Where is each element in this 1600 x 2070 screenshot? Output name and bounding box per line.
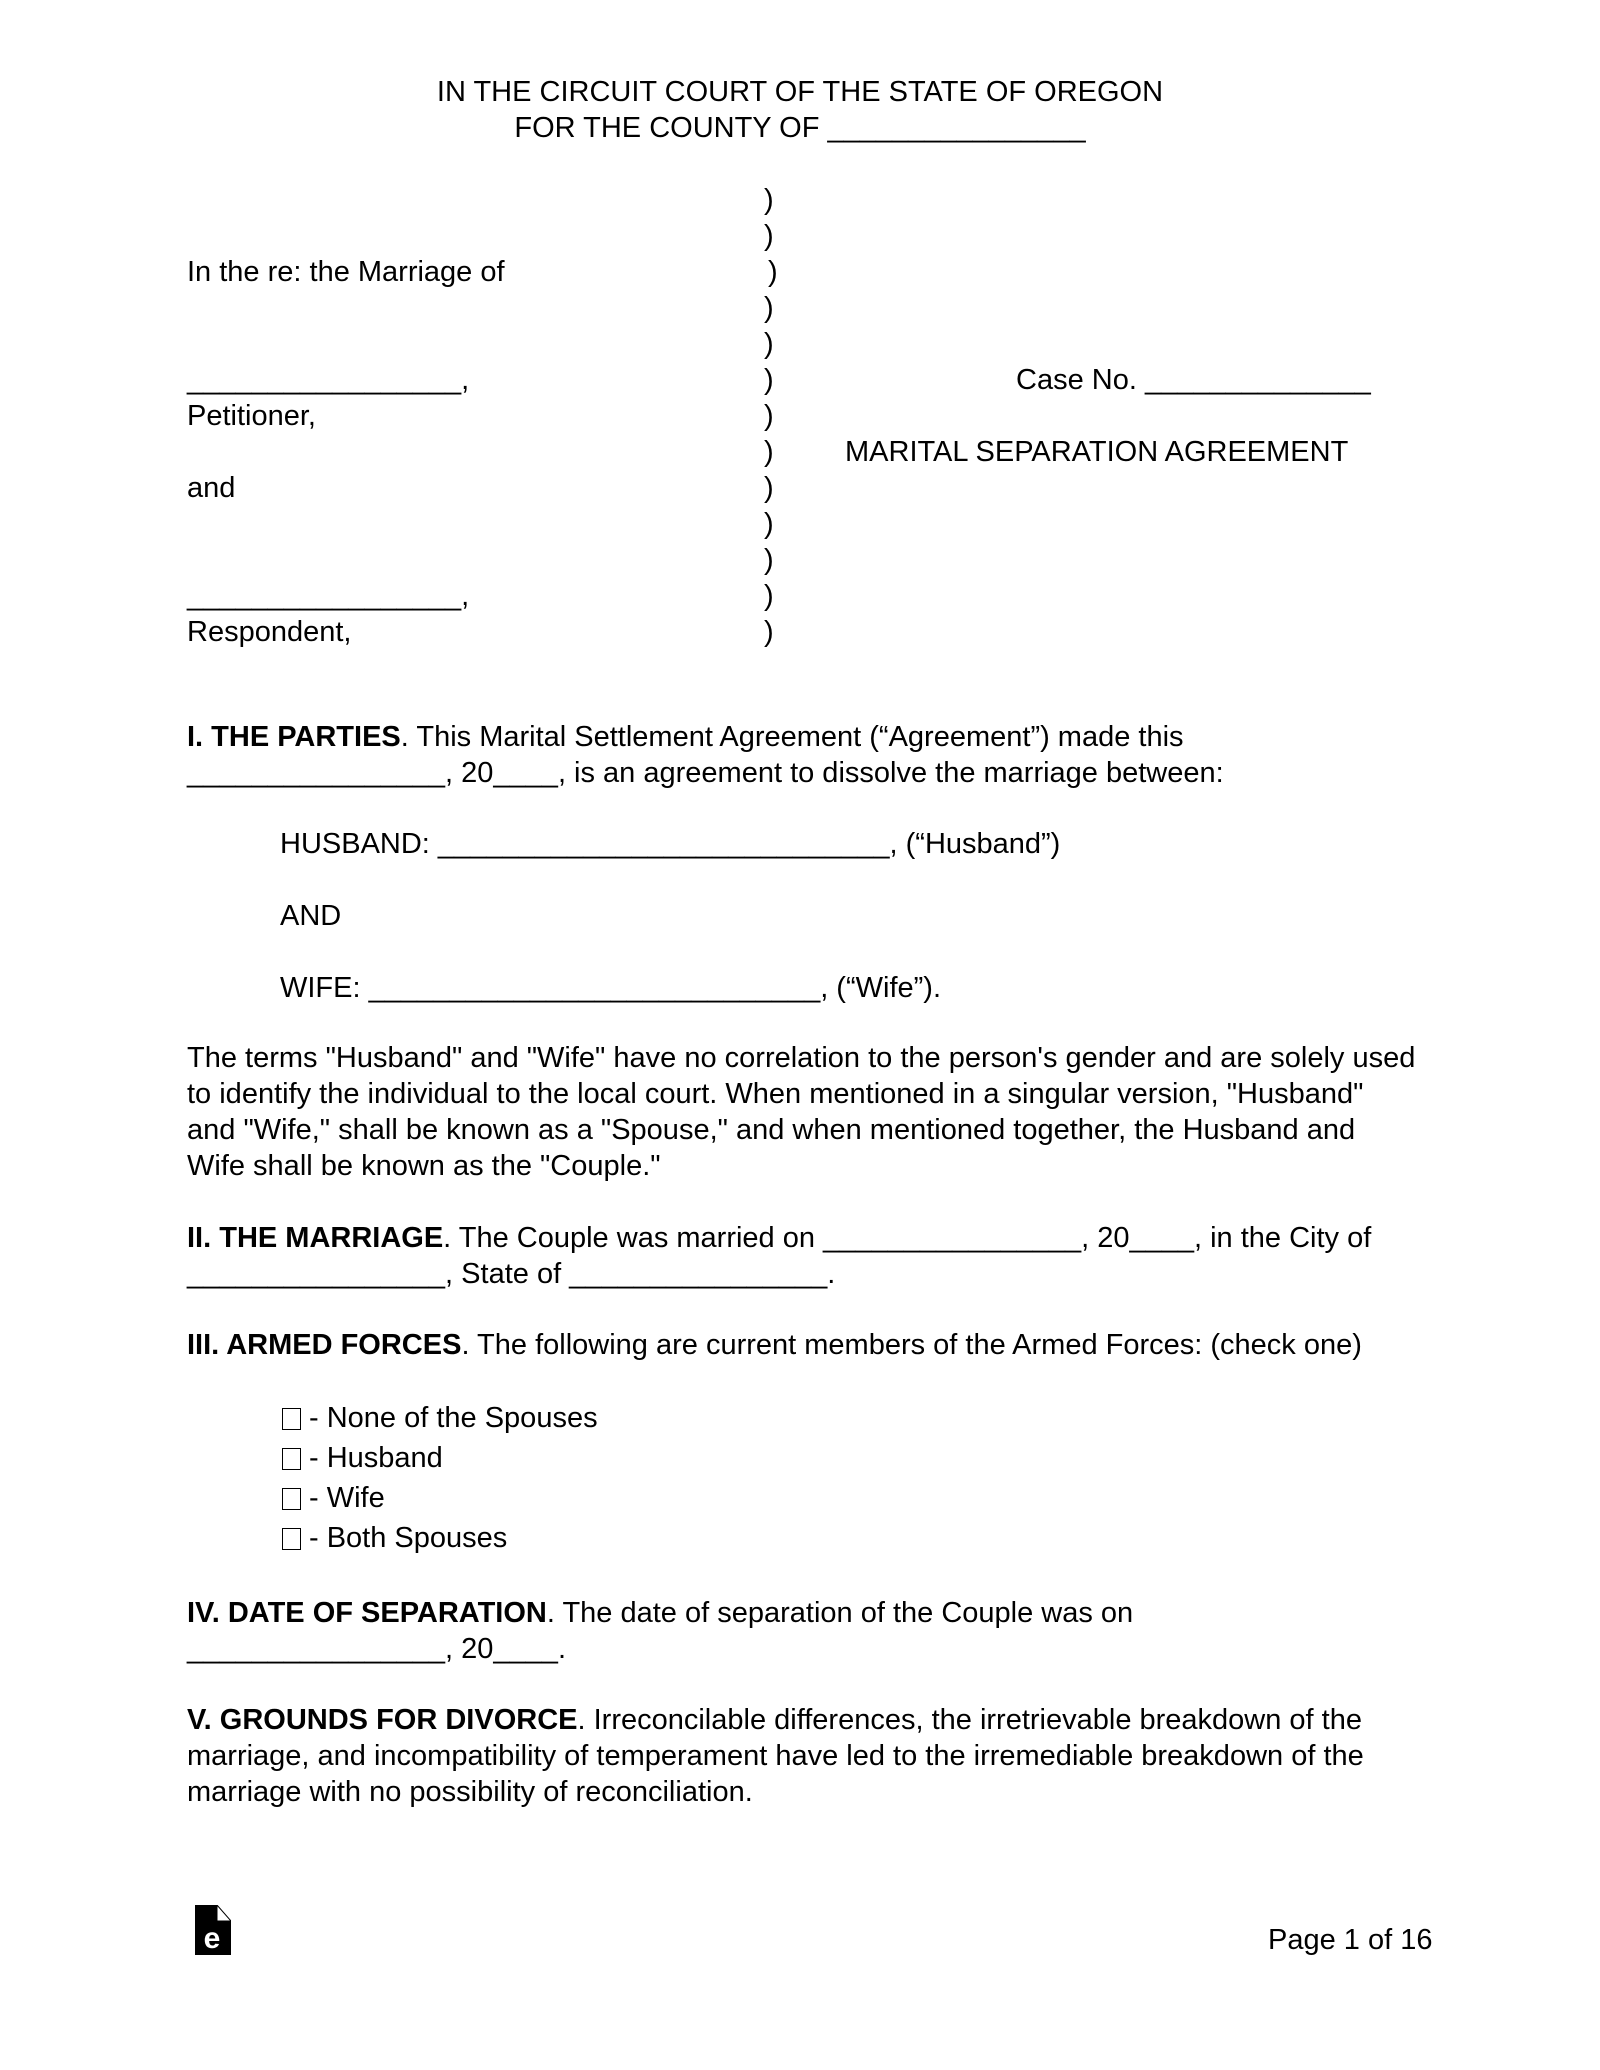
- paren: ): [768, 256, 778, 288]
- paren: ): [764, 508, 774, 540]
- paren: ): [764, 616, 774, 648]
- section-heading: II. THE MARRIAGE: [187, 1222, 444, 1254]
- page-number: Page 1 of 16: [1268, 1924, 1433, 1956]
- option-label: - Wife: [309, 1482, 385, 1514]
- checkbox-icon[interactable]: [282, 1488, 301, 1510]
- paren: ): [764, 364, 774, 396]
- petitioner-label: Petitioner,: [187, 400, 316, 432]
- option-wife[interactable]: [282, 1480, 385, 1516]
- section-text: . The date of separation of the Couple was on ________________, 20____.: [187, 1597, 1134, 1665]
- case-number-field[interactable]: Case No. ______________: [1016, 364, 1371, 396]
- paren: ): [764, 472, 774, 504]
- terms-note-paragraph: The terms "Husband" and "Wife" have no correlation to the person's gender and are solely used to identify the individual to the local court. When mentioned in a singular version, "Husband" and "Wife," shall be known as a "Spouse," and when mentioned together, the Husband and Wife shall be known as the "Couple.": [187, 1042, 1416, 1182]
- section-grounds: [187, 1702, 1417, 1810]
- svg-text:e: e: [203, 1922, 221, 1955]
- eforms-logo-icon: [195, 1905, 231, 1955]
- paren: ): [764, 220, 774, 252]
- respondent-label: Respondent,: [187, 616, 352, 648]
- petitioner-name-blank[interactable]: _________________,: [187, 364, 470, 396]
- section-heading: V. GROUNDS FOR DIVORCE: [187, 1704, 578, 1736]
- option-label: - Both Spouses: [309, 1522, 508, 1554]
- checkbox-icon[interactable]: [282, 1448, 301, 1470]
- husband-name-line[interactable]: HUSBAND: ____________________________, (“Husband”): [280, 828, 1061, 860]
- section-text: . The Couple was married on ________________, 20____, in the City of ________________, State of ________________.: [187, 1222, 1372, 1290]
- option-label: - Husband: [309, 1442, 443, 1474]
- paren: ): [764, 328, 774, 360]
- option-none[interactable]: [282, 1400, 598, 1436]
- court-name: IN THE CIRCUIT COURT OF THE STATE OF OREGON: [436, 76, 1164, 108]
- and-label: and: [187, 472, 236, 504]
- checkbox-icon[interactable]: [282, 1408, 301, 1430]
- section-heading: III. ARMED FORCES: [187, 1329, 462, 1361]
- county-line: FOR THE COUNTY OF ________________: [514, 112, 1086, 144]
- document-title: MARITAL SEPARATION AGREEMENT: [845, 436, 1349, 468]
- section-armed-forces: [187, 1327, 1417, 1363]
- section-text: . The following are current members of the Armed Forces: (check one): [461, 1329, 1362, 1361]
- section-parties: [187, 719, 1417, 791]
- wife-name-line[interactable]: WIFE: ____________________________, (“Wife”).: [280, 972, 941, 1004]
- paren: ): [764, 184, 774, 216]
- paren: ): [764, 580, 774, 612]
- respondent-name-blank[interactable]: _________________,: [187, 580, 470, 612]
- paren: ): [764, 400, 774, 432]
- and-separator: AND: [280, 900, 342, 932]
- paren: ): [764, 436, 774, 468]
- option-husband[interactable]: [282, 1440, 443, 1476]
- section-text: . Irreconcilable differences, the irretrievable breakdown of the marriage, and incompatibility of temperament have led to the irremediable breakdown of the marriage with no possibility of reconciliation.: [187, 1704, 1364, 1808]
- section-separation: [187, 1595, 1287, 1667]
- option-both[interactable]: [282, 1520, 507, 1556]
- section-marriage: [187, 1220, 1417, 1292]
- paren: ): [764, 292, 774, 324]
- option-label: - None of the Spouses: [309, 1402, 598, 1434]
- section-text: . This Marital Settlement Agreement (“Agreement”) made this ________________, 20____, is an agreement to dissolve the marriage between:: [187, 721, 1224, 789]
- marriage-of-label: In the re: the Marriage of: [187, 256, 505, 288]
- paren: ): [764, 544, 774, 576]
- section-heading: IV. DATE OF SEPARATION: [187, 1597, 547, 1629]
- section-heading: I. THE PARTIES: [187, 721, 401, 753]
- checkbox-icon[interactable]: [282, 1528, 301, 1550]
